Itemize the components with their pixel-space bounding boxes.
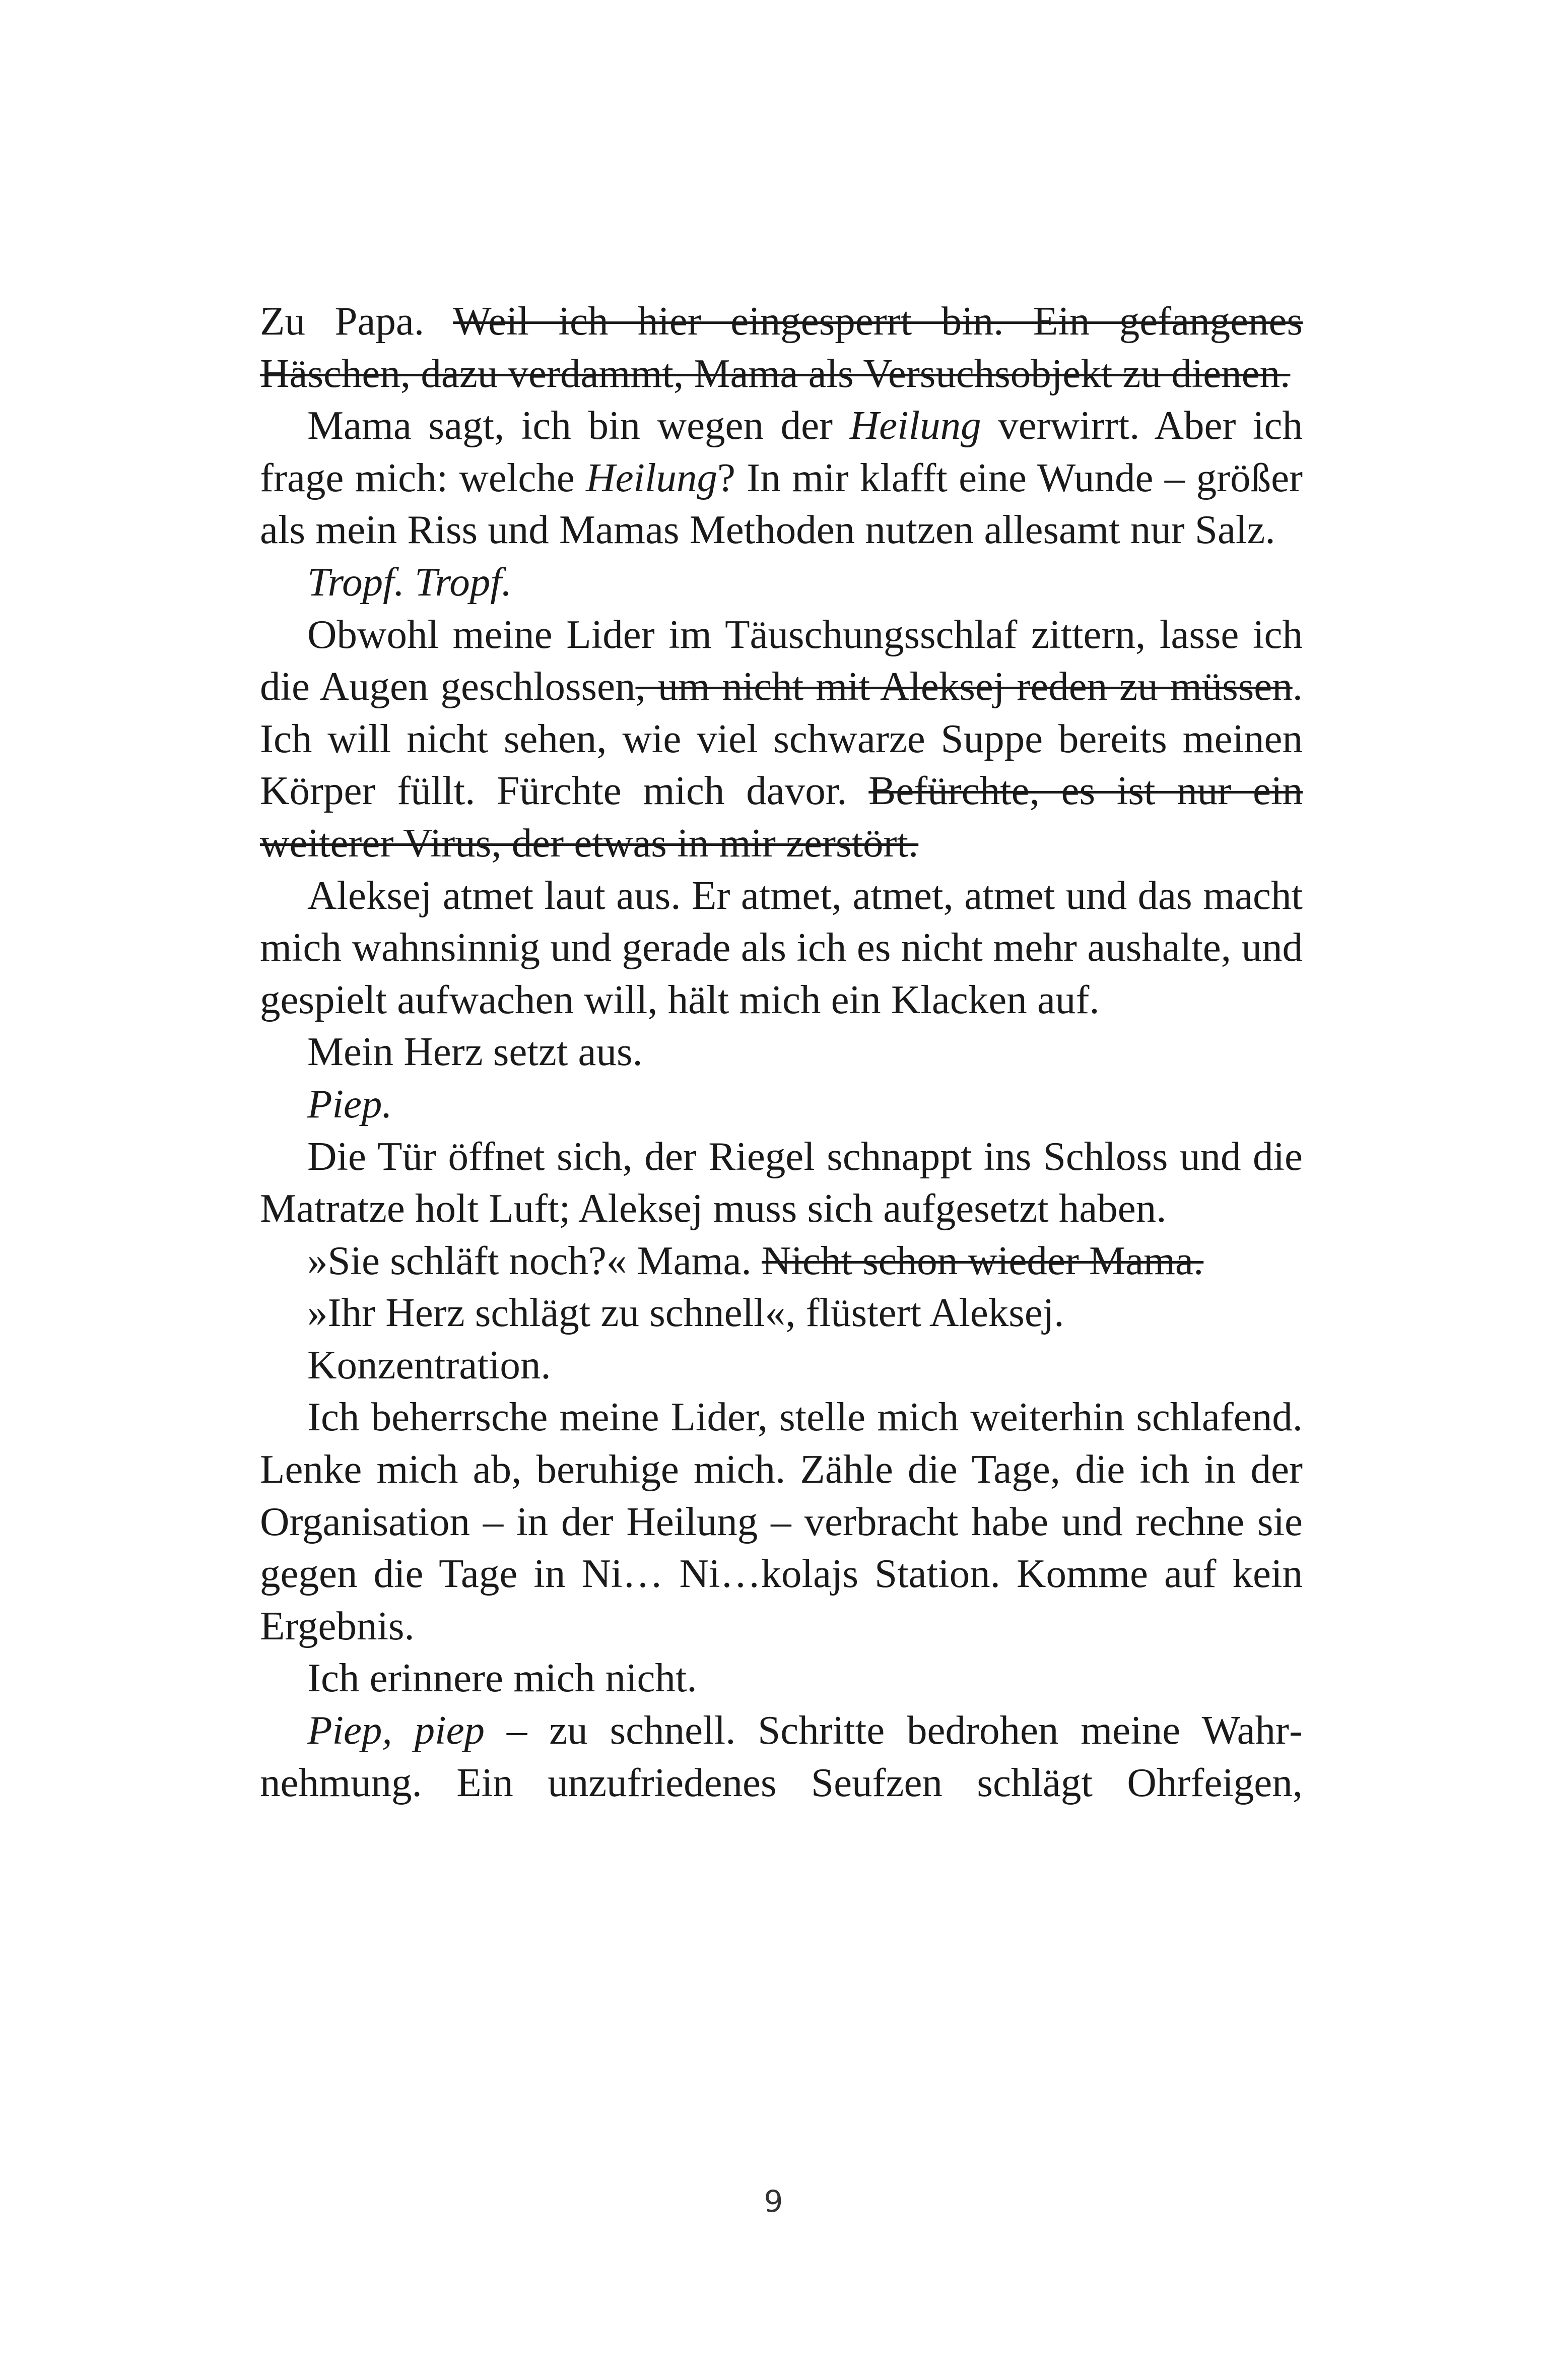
text-run: Obwohl meine Lider im Täuschungsschlaf zittern, lasse ich die Augen geschlossen (260, 611, 1303, 709)
paragraph (260, 400, 1303, 556)
paragraph (260, 1131, 1303, 1235)
paragraph (260, 1652, 1303, 1704)
text-run: Konzentration. (307, 1342, 551, 1387)
italic-text: Heilung (849, 403, 981, 448)
text-run: – zu schnell. Schritte bedrohen meine Wahrnehmung. Ein unzufriedenes Seufzen schlägt Ohrfeigen, (260, 1707, 1303, 1805)
text-run: . Ich will nicht sehen, wie viel schwarze Suppe bereits meinen Körper füllt. Fürchte mich davor. (260, 664, 1303, 814)
struck-through-text: Nicht schon wieder Mama. (762, 1237, 1204, 1283)
text-run: »Sie schläft noch?« Mama. (307, 1237, 762, 1283)
page-number: 9 (764, 2184, 783, 2219)
text-run: Zu Papa. (260, 298, 453, 344)
paragraph (260, 1391, 1303, 1652)
struck-through-text: Weil ich hier eingesperrt bin. Ein gefangenes Häschen, dazu verdammt, Mama als Versuchsobjekt zu dienen. (260, 298, 1303, 396)
text-run: Ich beherrsche meine Lider, stelle mich weiterhin schlafend. Lenke mich ab, beruhige mich. Zähle die Tage, die ich in der Organisation – in der Heilung – verbracht habe und rechne sie gegen die Tage in Ni… Ni…kolajs Station. Komme auf kein Ergebnis. (260, 1394, 1303, 1648)
paragraph (260, 1235, 1303, 1287)
paragraph (260, 870, 1303, 1026)
paragraph (260, 1026, 1303, 1078)
text-run: verwirrt. Aber ich frage mich: welche (260, 403, 1303, 500)
text-run: Mein Herz setzt aus. (307, 1029, 643, 1075)
text-run: »Ihr Herz schlägt zu schnell«, flüstert Aleksej. (307, 1290, 1064, 1336)
paragraph (260, 609, 1303, 870)
paragraph (260, 1287, 1303, 1339)
text-run: Ich erinnere mich nicht. (307, 1655, 697, 1701)
text-run: Aleksej atmet laut aus. Er atmet, atmet, atmet und das macht mich wahnsinnig und gerade als ich es nicht mehr aushalte, und gespielt aufwachen will, hält mich ein Klacken auf. (260, 872, 1303, 1022)
paragraph (260, 1704, 1303, 1809)
italic-text: Piep, piep (307, 1707, 485, 1753)
text-run: Mama sagt, ich bin wegen der (307, 403, 850, 448)
paragraph (260, 1078, 1303, 1131)
paragraph (260, 295, 1303, 400)
body-text (260, 295, 1303, 1809)
struck-through-text: , um nicht mit Aleksej reden zu müssen (635, 664, 1293, 709)
paragraph (260, 1339, 1303, 1392)
struck-through-text: Befürchte, es ist nur ein weiterer Virus, der etwas in mir zerstört. (260, 768, 1303, 866)
paragraph (260, 556, 1303, 609)
italic-text: Heilung (586, 454, 718, 500)
italic-text: Tropf. Tropf. (307, 559, 512, 605)
text-run: Die Tür öffnet sich, der Riegel schnappt ins Schloss und die Matratze holt Luft; Aleksej muss sich aufgesetzt haben. (260, 1133, 1303, 1231)
text-run: ? In mir klafft eine Wunde – größer als mein Riss und Mamas Methoden nutzen allesamt nur Salz. (260, 454, 1303, 553)
italic-text: Piep. (307, 1081, 392, 1127)
